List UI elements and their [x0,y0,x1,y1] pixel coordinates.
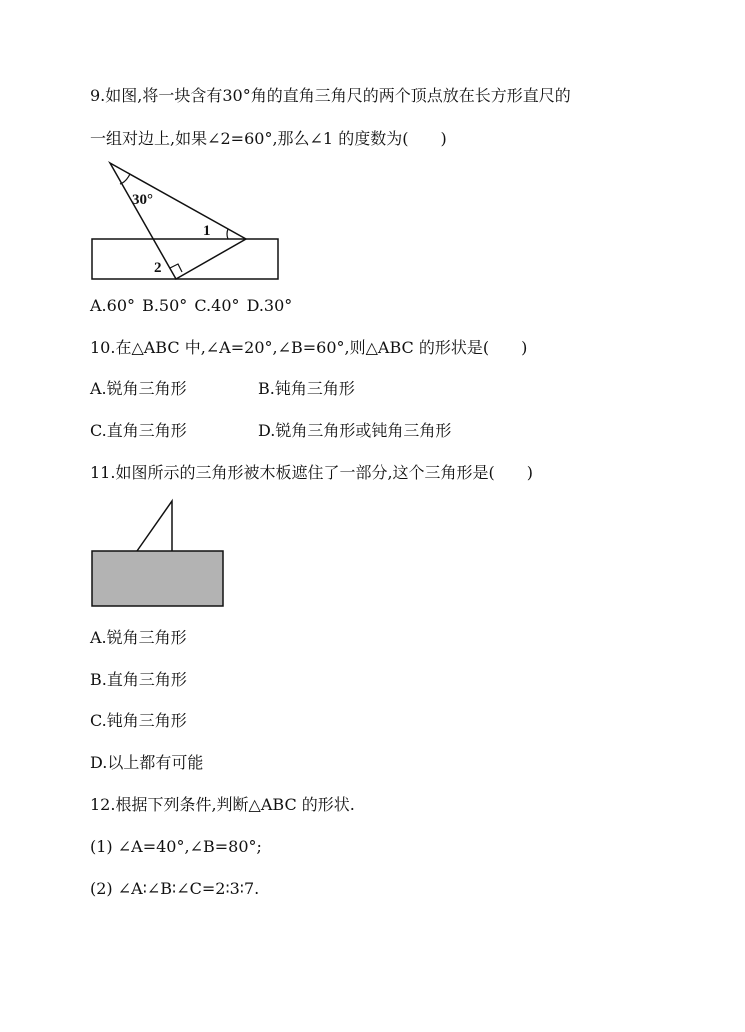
q12-part-2: (2) ∠A∶∠B∶∠C=2∶3∶7. [90,879,260,898]
q11-option-a: A.锐角三角形 [90,628,187,647]
q10-option-c: C.直角三角形 [90,421,187,440]
q10-option-a: A.锐角三角形 [90,379,187,398]
q9-stem-line2: 一组对边上,如果∠2=60°,那么∠1 的度数为( ) [90,129,447,148]
q12-stem: 12.根据下列条件,判断△ABC 的形状. [90,795,355,814]
q10-option-b: B.钝角三角形 [258,379,355,398]
q11-stem: 11.如图所示的三角形被木板遮住了一部分,这个三角形是( ) [90,463,534,482]
q11-option-d: D.以上都有可能 [90,753,204,772]
q10-stem: 10.在△ABC 中,∠A=20°,∠B=60°,则△ABC 的形状是( ) [90,338,528,357]
q11-option-c: C.钝角三角形 [90,711,187,730]
q12-part-1: (1) ∠A=40°,∠B=80°; [90,837,262,856]
angle-top-label: 30° [132,192,153,208]
angle-1-label: 1 [203,223,211,239]
angle-2-label: 2 [154,260,162,276]
q9-stem-line1: 9.如图,将一块含有30°角的直角三角尺的两个顶点放在长方形直尺的 [90,86,571,105]
q10-option-d: D.锐角三角形或钝角三角形 [258,421,452,440]
q11-option-b: B.直角三角形 [90,670,187,689]
partial-triangle [137,501,172,551]
q9-options: A.60° B.50° C.40° D.30° [90,296,293,315]
wooden-board [92,551,223,606]
